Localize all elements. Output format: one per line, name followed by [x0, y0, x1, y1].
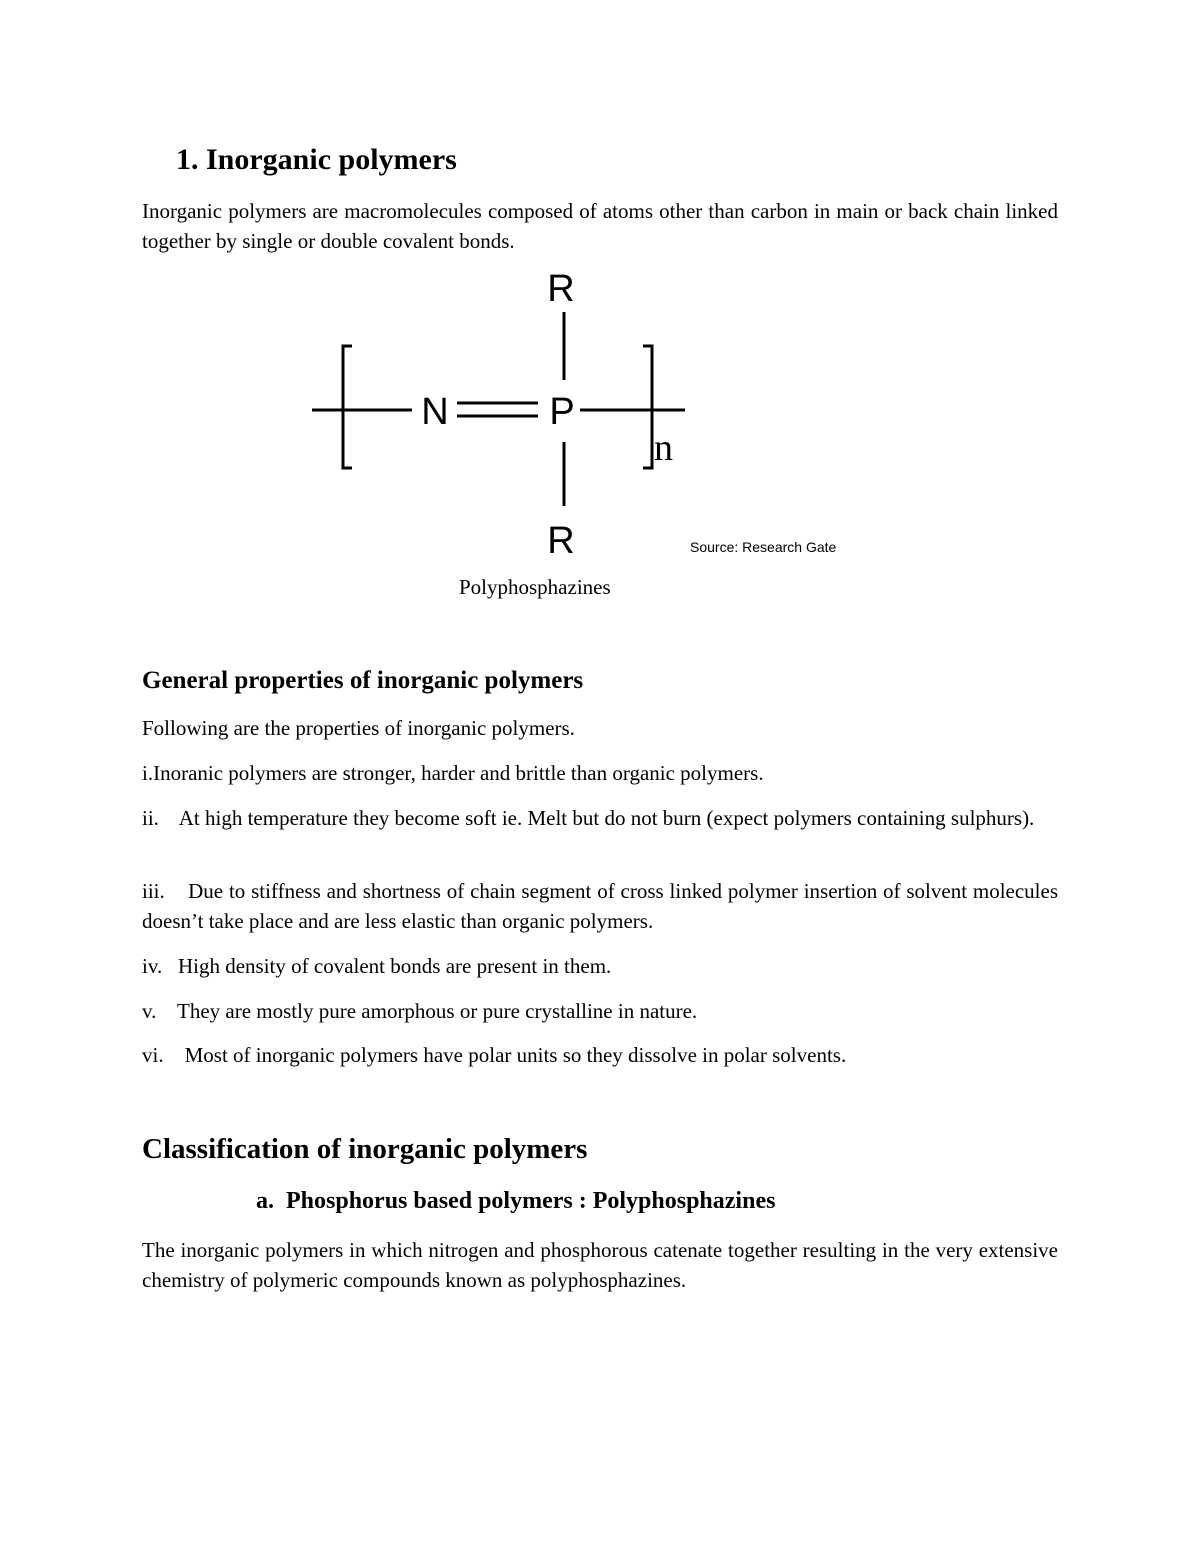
atom-p: P [549, 391, 575, 433]
figure-caption: Polyphosphazines [459, 575, 611, 599]
classification-heading: Classification of inorganic polymers [142, 1133, 588, 1165]
property-text: At high temperature they become soft ie. Melt but do not burn (expect polymers containing sulphurs). [178, 806, 1035, 830]
section-number: 1. [176, 143, 199, 176]
property-item-4 [142, 951, 611, 981]
atom-n: N [421, 391, 449, 433]
property-item-2 [142, 803, 1058, 833]
property-item-3 [142, 876, 1058, 936]
properties-heading: General properties of inorganic polymers [142, 667, 584, 694]
section-title: Inorganic polymers [206, 143, 457, 176]
property-marker: ii. [142, 806, 159, 830]
source-credit: Source: Research Gate [690, 539, 837, 555]
definition-paragraph: Inorganic polymers are macromolecules composed of atoms other than carbon in main or back chain linked together by single or double covalent bonds. [142, 199, 1058, 253]
subheading-title: Phosphorus based polymers : Polyphosphazines [286, 1188, 776, 1214]
right-bracket [643, 346, 652, 468]
left-bracket [343, 346, 352, 468]
classification-subheading [256, 1188, 775, 1215]
property-text: Due to stiffness and shortness of chain segment of cross linked polymer insertion of solvent molecules doesn’t take place and are less elastic than organic polymers. [142, 879, 1059, 933]
property-text: They are mostly pure amorphous or pure crystalline in nature. [177, 999, 698, 1023]
property-text: High density of covalent bonds are present in them. [177, 954, 612, 978]
polyphosphazine-structure [300, 262, 720, 562]
classification-paragraph: The inorganic polymers in which nitrogen and phosphorous catenate together resulting in the very extensive chemistry of polymeric compounds known as polyphosphazines. [142, 1238, 1058, 1292]
substituent-bottom: R [547, 520, 575, 562]
repeat-unit-n: n [654, 427, 673, 469]
properties-intro: Following are the properties of inorganic polymers. [142, 716, 575, 740]
substituent-top: R [547, 268, 575, 310]
property-item-1 [142, 758, 1058, 788]
property-marker: i. [142, 761, 154, 785]
section-heading [176, 143, 457, 177]
property-item-6 [142, 1040, 846, 1070]
subheading-marker: a. [256, 1188, 274, 1214]
property-text: Most of inorganic polymers have polar units so they dissolve in polar solvents. [184, 1043, 847, 1067]
property-marker: v. [142, 999, 157, 1023]
property-marker: iii. [142, 879, 165, 903]
property-text: Inoranic polymers are stronger, harder and brittle than organic polymers. [153, 761, 764, 785]
property-marker: vi. [142, 1043, 164, 1067]
property-item-5 [142, 996, 697, 1026]
property-marker: iv. [142, 954, 163, 978]
